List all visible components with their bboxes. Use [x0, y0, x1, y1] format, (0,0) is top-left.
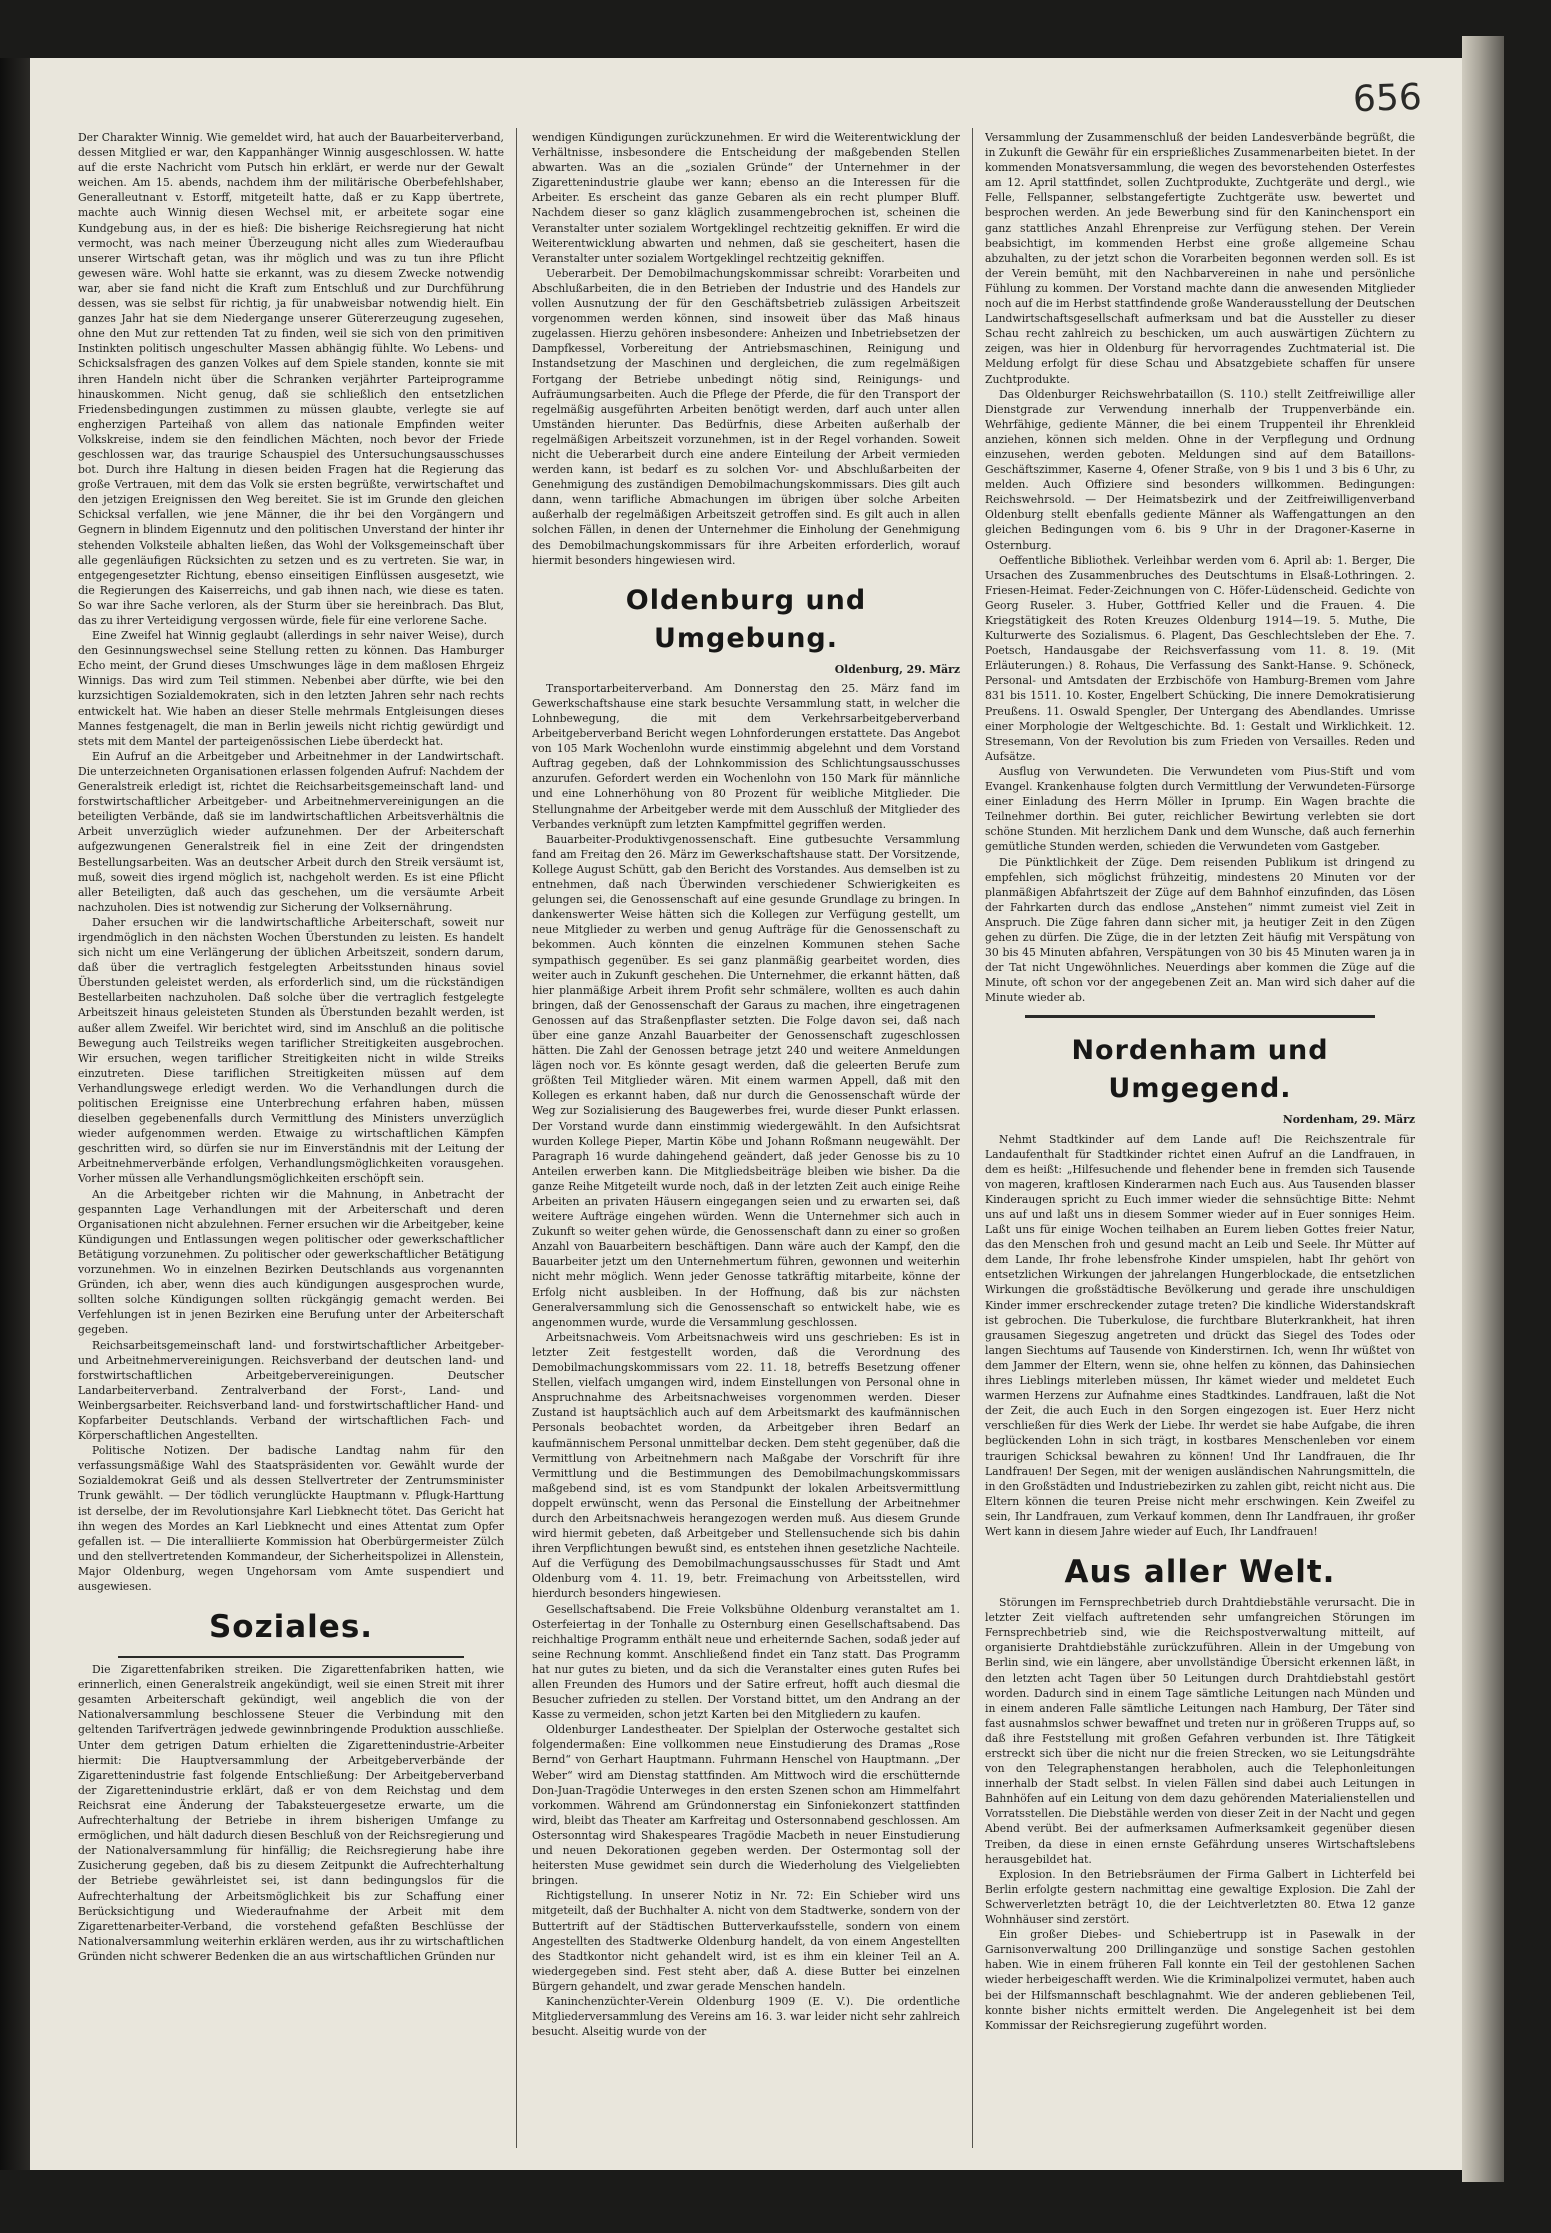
scan-left-edge	[0, 58, 30, 2170]
section-heading-nordenham: Nordenham und Umgegend.	[1071, 1035, 1329, 1105]
article-zigarettenfabriken: Die Zigarettenfabriken streiken. Die Zigarettenfabriken hatten, wie erinnerlich, einen Generalstreik angekündigt, weil sie einen Streit mit ihrer gesamten Arbeiterschaft gekündigt, weil angeblich die von der Nationalversammlung beschlossene Steuer die Verbindung mit den geltenden Tarifverträgen jedwede gewinnbringende Produktion ausschließe. Unter dem getrigen Datum erhielten die Zigarettenindustrie-Arbeiter hiermit: Die Hauptversammlung der Arbeitgeberverbände der Zigarettenindustrie fast folgende Entschließung: Der Arbeitgeberverband der Zigarettenindustrie erklärt, daß er von dem Reichstag und dem Reichsrat eine Änderung der Tabaksteuergesetze erwarte, um die Aufrechterhaltung der Betriebe in ihrem bisherigen Umfange zu ermöglichen, und hält dadurch diesen Beschluß von der Reichsregierung und der Nationalversammlung für hinfällig; die Reichsregierung habe ihre Zusicherung gegeben, daß bis zu diesem Zeitpunkt die Aufrechterhaltung der Betriebe gewährleistet sei, ist dann bedingungslos für die Aufrechterhaltung der Arbeitsmöglichkeit bis zur Schaffung einer Berücksichtigung und Wiederaufnahme der Arbeit mit dem Zigarettenarbeiter-Verband, die vorstehend gefaßten Beschlüsse der Nationalversammlung weiterhin erklären werden, aus ihr zu wirtschaftlichen Gründen nicht schwerer Bedenken die an aus wirtschaftlichen Gründen nur	[78, 1663, 504, 1963]
section-heading-oldenburg: Oldenburg und Umgebung.	[625, 584, 867, 654]
article-reichswehr: Das Oldenburger Reichswehrbataillon (S. 110.) stellt Zeitfreiwillige aller Dienstgrade zur Verwendung innerhalb der Truppenverbände ein. Wehrfähige, gediente Männer, die bei einem Truppenteil ihr Ehrenkleid anziehen, können sich melden. Ohne in der Verpflegung und Ordnung einzusehen, werden geboten. Meldungen sind auf dem Bataillons-Geschäftszimmer, Kaserne 4, Ofener Straße, von 9 bis 1 und 3 bis 6 Uhr, zu melden. Auch Offiziere sind besonders willkommen. Bedingungen: Reichswehrsold. — Der Heimatsbezirk und der Zeitfreiwilligenverband Oldenburg stellt ebenfalls gediente Männer als Waffengattungen an den gleichen Bedingungen vom 6. bis 9 Uhr in der Dragoner-Kaserne in Osternburg.	[985, 387, 1415, 552]
binder-edge	[1462, 36, 1504, 2182]
column-1	[78, 130, 504, 2140]
section-rule	[1025, 1015, 1375, 1018]
article-bauarbeiter: Bauarbeiter-Produktivgenossenschaft. Eine gutbesuchte Versammlung fand am Freitag den 26. März im Gewerkschaftshause statt. Der Vorsitzende, Kollege August Schütt, gab den Bericht des Vorstandes. Aus demselben ist zu entnehmen, daß nach Überwinden verschiedener Schwierigkeiten es gelungen sei, die Genossenschaft auf eine gesunde Grundlage zu bringen. In dankenswerter Weise hätten sich die Kollegen zur Verfügung gestellt, um neue Mitglieder zu werben und genug Aufträge für die Genossenschaft zu bekommen. Auch könnten die einzelnen Kommunen stehen Sache sympathisch gegenüber. Es sei ganz planmäßig gearbeitet worden, dies weiter auch in Zukunft geschehen. Die Unternehmer, die erkannt hätten, daß hier planmäßige Arbeit ihrem Profit sehr schmälere, wollten es auch dahin bringen, daß der Genossenschaft der Garaus zu machen, ihre eingetragenen Genossen auf das Straßenpflaster setzten. Die Folge davon sei, daß nach über eine ganze Anzahl Bauarbeiter der Genossenschaft zugeschlossen hätten. Die Zahl der Genossen betrage jetzt 240 und weitere Anmeldungen lägen noch vor. Es könnte gesagt werden, daß die geleerten Berufe zum größten Teil Mitglieder wären. Mit einem warmen Appell, daß mit den Kollegen es erkannt haben, daß nur durch die Genossenschaft würde der Weg zur Sozialisierung des Baugewerbes frei, wurde dieser Punkt erlassen. Der Vorstand wurde dann einstimmig wiedergewählt. In den Aufsichtsrat wurden Kollege Pieper, Martin Köbe und Johann Roßmann neugewählt. Der Paragraph 16 wurde dahingehend geändert, daß jeder Genosse bis zu 10 Anteilen erwerben kann. Die Mitgliedsbeiträge bleiben wie bisher. Da die ganze Reihe Mitgeteilt wurde noch, daß in der letzten Zeit auch einige Reihe Arbeiten an privaten Häusern eingegangen seien und zu erwarten sei, daß weitere Aufträge eingehen würden. Wenn die Unternehmer sich auch in Zukunft so weiter gehen würde, die Genossenschaft dann zu einer so großen Anzahl von Bauarbeitern beschäftigen. Dann wäre auch der Kampf, den die Bauarbeiter jetzt um den Unternehmertum führen, gewonnen und weiterhin nicht mehr möglich. Wenn jeder Genosse tatkräftig mitarbeite, könne der Erfolg nicht ausbleiben. In der Hoffnung, daß bis zur nächsten Generalversammlung sich die Genossenschaft so entwickelt habe, wie es angenommen wurde, wurde die Versammlung geschlossen.	[532, 832, 960, 1329]
article-aufruf: Ein Aufruf an die Arbeitgeber und Arbeitnehmer in der Landwirtschaft. Die unterzeichneten Organisationen erlassen folgenden Aufruf: Nachdem der Generalstreik erledigt ist, richtet die Reichsarbeitsgemeinschaft land- und forstwirtschaftlicher Arbeitgeber- und Arbeitnehmervereinigungen an die beteiligten Verbände, daß sie im landwirtschaftlichen Arbeitsverhältnis die Arbeit unverzüglich wieder aufzunehmen. Der der Arbeiterschaft aufgezwungenen Generalstreik fiel in eine Zeit der dringendsten Bestellungsarbeiten. Was an deutscher Arbeit durch den Streik versäumt ist, muß, soweit dies irgend möglich ist, nachgeholt werden. Es ist eine Pflicht aller Beteiligten, daß auch das geschehen, um die versäumte Arbeit nachzuholen. Dies ist notwendig zur Sicherung der Volksernährung.	[78, 749, 504, 914]
article-winnig: Der Charakter Winnig. Wie gemeldet wird, hat auch der Bauarbeiterverband, dessen Mitglied er war, den Kappanhänger Winnig ausgeschlossen. W. hatte auf die erste Nachricht vom Putsch hin erklärt, er werde nur der Gewalt weichen. Am 15. abends, nachdem ihm der militärische Oberbefehlshaber, Generalleutnant v. Estorff, mitgeteilt hatte, daß er zu Kapp übertrete, machte auch Winnig diesen Wechsel mit, er arbeitete sogar eine Kundgebung aus, in der es hieß: Die bisherige Reichsregierung hat nicht vermocht, was nach meiner Überzeugung nicht alles zum Wiederaufbau unserer Wirtschaft getan, was ihr möglich und was zu tun ihre Pflicht gewesen wäre. Wohl hatte sie erkannt, was zu diesem Zwecke notwendig war, aber sie fand nicht die Kraft zum Entschluß und zur Durchführung dessen, was sie selbst für richtig, ja für unabweisbar notwendig hielt. Ein ganzes Jahr hat sie dem Niedergange unserer Gütererzeugung zugesehen, ohne den Mut zur rettenden Tat zu finden, weil sie sich von den primitiven Instinkten politisch ungeschulter Massen abhängig fühlte. Wo Lebens- und Schicksalsfragen des ganzen Volkes auf dem Spiele standen, konnte sie mit ihren Handeln nicht über die Schranken verjährter Parteiprogramme hinauskommen. Nicht genug, daß sie schließlich den entsetzlichen Friedensbedingungen zustimmen zu müssen glaubte, verlegte sie auf engherzigen Parteihaß von allem das nationale Empfinden weiter Volkskreise, indem sie den feindlichen Mächten, noch bevor der Friede geschlossen war, das traurige Schauspiel des Untersuchungsausschusses bot. Durch ihre Haltung in diesen beiden Fragen hat die Regierung das große Vertrauen, mit dem das Volk sie ersten begrüßte, verwirtschaftet und den jetzigen Ereignissen den Weg bereitet. Sie ist im Grunde den gleichen Schicksal verfallen, wie jene Männer, die ihr bei den Vorgängern und Gegnern in blindem Eigennutz und den politischen Unverstand der hinter ihr stehenden Volksteile abhalten ließen, das Wohl der Volksgemeinschaft über alle gegenläufigen Rücksichten zu setzen und es zu vertreten. Sie war, in entgegengesetzter Richtung, ebenso einseitigen Einflüssen ausgesetzt, wie die Regierungen des Kaiserreichs, und gab ihnen nach, wie diese es taten. So war ihre Sache verloren, als der Sturm über sie hereinbrach. Das Blut, das zu ihrer Verteidigung vergossen würde, fiele für eine verlorene Sache.	[78, 131, 504, 627]
article-stadtkinder: Nehmt Stadtkinder auf dem Lande auf! Die Reichszentrale für Landaufenthalt für Stadtkinder richtet einen Aufruf an die Landfrauen, in dem es heißt: „Hilfesuchende und flehender bene in fremden sich Tausende von mageren, kraftlosen Kinderarmen nach Euch aus. Aus Tausenden blasser Kinderaugen spricht zu Euch immer wieder die sehnsüchtige Bitte: Nehmt uns auf und laßt uns in diesem Sommer wieder auf in Euer sonniges Heim. Laßt uns für einige Wochen teilhaben an Eurem lieben Gottes freier Natur, das den Menschen froh und gesund macht an Leib und Seele. Ihr Mütter auf dem Lande, Ihr frohe lebensfrohe Kinder umspielen, habt Ihr gehört von entsetzlichen Wirkungen der jahrelangen Hungerblockade, die entsetzlichen Wirkungen die großstädtische Bevölkerung und gerade ihre unschuldigen Kinder immer erschreckender zutage treten? Die kindliche Widerstandskraft ist gebrochen. Die Tuberkulose, die furchtbare Bluterkrankheit, hat ihren grausamen Siegeszug angetreten und drückt das Siegel des Todes oder langen Siechtums auf Tausende von Kinderstirnen. Ich, wenn Ihr wüßtet von dem Jammer der Eltern, wenn sie, ohne helfen zu können, das Dahinsiechen ihres Lieblings miterleben müssen, Ihr kämet wieder und meldetet Euch warmen Herzens zur Aufnahme eines Stadtkindes. Landfrauen, laßt die Not der Zeit, die auch Euch in den Sorgen eingezogen ist. Euer Herz nicht verschließen für dies Werk der Liebe. Ihr werdet sie habe Aufgabe, die ihren beglückenden Lohn in sich trägt, in kostbares Menschenleben vor einem traurigen Schicksal bewahren zu können! Und Ihr Landfrauen, die Ihr Landfrauen! Der Segen, mit der wenigen ausländischen Nahrungsmitteln, die in den Großstädten und Industriebezirken zu zahlen gibt, reicht nicht aus. Die Eltern können die teuren Preise nicht mehr erschwingen. Kein Zweifel zu sein, Ihr Landfrauen, zum Verkauf kommen, denn Ihr Landfrauen, ihr großer Wert kann in diesem Jahre wieder auf Euch, Ihr Landfrauen!	[985, 1132, 1415, 1538]
column-2	[532, 130, 960, 2140]
column-rule	[516, 128, 517, 2148]
article-richtigstellung: Richtigstellung. In unserer Notiz in Nr. 72: Ein Schieber wird uns mitgeteilt, daß der Buchhalter A. nicht von dem Stadtwerke, sondern von der Buttertrift auf der Städtischen Butterverkaufsstelle, sondern von einem Angestellten des Stadtwerke Oldenburg handelt, da von einem Angestellten des Stadtkontor nicht gehandelt wird, ist es ihm ein kleiner Teil an A. wiedergegeben sind. Fest steht aber, daß A. diese Butter bei einzelnen Bürgern gehandelt, und zwar gerade Menschen handeln.	[532, 1889, 960, 1993]
article-diebestrupp: Ein großer Diebes- und Schiebertrupp ist in Pasewalk in der Garnisonverwaltung 200 Drillinganzüge und sonstige Sachen gestohlen haben. Wie in einem früheren Fall konnte ein Teil der gestohlenen Sachen wieder herbeigeschafft werden. Wie die Kriminalpolizei vermutet, haben auch bei der Hilfsmannschaft beschlagnahmt. Wie der anderen gebliebenen Teil, konnte bisher nichts ermittelt werden. Die Angelegenheit ist bei dem Kommissar der Reichsregierung zugeführt worden.	[985, 1928, 1415, 2032]
newspaper-page	[30, 58, 1462, 2170]
dateline-nordenham: Nordenham, 29. März	[1282, 1113, 1415, 1127]
column-rule	[972, 128, 973, 2148]
article-drahtdiebstaehle: Störungen im Fernsprechbetrieb durch Drahtdiebstähle verursacht. Die in letzter Zeit vielfach auftretenden sehr umfangreichen Störungen im Fernsprechbetrieb sind, wie die Reichspostverwaltung mitteilt, auf organisierte Drahtdiebstähle zurückzuführen. Allein in der Umgebung von Berlin sind, wie ein längere, aber unvollständige Übersicht erkennen läßt, in den letzten acht Tagen über 50 Leitungen durch Drahtdiebstahl gestört worden. Dadurch sind in einem Tage sämtliche Leitungen nach Münden und in einem anderen Falle sämtliche Leitungen nach Hamburg, Der Täter sind fast ausnahmslos schwer bewaffnet und treten nur in größeren Trupps auf, so daß ihre Feststellung mit großen Gefahren verbunden ist. Ihre Tätigkeit erstreckt sich über die nicht nur die freien Strecken, wo sie Leitungsdrähte von den Telegraphenstangen herabholen, auch die Telephonleitungen innerhalb der Stadt selbst. In vielen Fällen sind dabei auch Leitungen in Bahnhöfen auf ein Leitung von dem dazu gehörenden Materialienstellen und Vorratsstellen. Die Diebstähle werden von dieser Zeit in der Nacht und gegen Abend verübt. Bei der aufmerksamen Aufmerksamkeit gegenüber diesen Treiben, da diese in einen ernste Gefährdung unseres Wirtschaftslebens herausgebildet hat.	[985, 1596, 1415, 1866]
article-transportarbeiter: Transportarbeiterverband. Am Donnerstag den 25. März fand im Gewerkschaftshause eine stark besuchte Versammlung statt, in welcher die Lohnbewegung, die mit dem Verkehrsarbeitgeberverband Arbeitgeberverband Bericht wegen Lohnforderungen erstattete. Das Angebot von 105 Mark Wochenlohn wurde einstimmig abgelehnt und dem Vorstand Auftrag gegeben, daß der Lohnkommission des Schlichtungsausschusses anzurufen. Gefordert werden ein Wochenlohn von 150 Mark für männliche und eine Lohnerhöhung von 80 Prozent für weibliche Mitglieder. Die Stellungnahme der Arbeitgeber werde mit dem Ausschluß der Mitglieder des Verbandes verknüpft zum letzten Kampfmittel gegriffen werden.	[532, 681, 960, 831]
article-puenktlichkeit: Die Pünktlichkeit der Züge. Dem reisenden Publikum ist dringend zu empfehlen, sich möglichst frühzeitig, mindestens 20 Minuten vor der planmäßigen Abfahrtszeit der Züge auf dem Bahnhof einzufinden, das Lösen der Fahrkarten durch das endlose „Anstehen“ nimmt zumeist viel Zeit in Anspruch. Die Züge fahren dann sicher mit, ja heutiger Zeit in den Zügen gehen zu dürfen. Die Züge, die in der letzten Zeit häufig mit Verspätung von 30 bis 45 Minuten abfahren, Verspätungen von 30 bis 45 Minuten waren ja in der Tat nicht Ungewöhnliches. Neuerdings aber kommen die Züge auf die Minute, oft schon vor der angegebenen Zeit an. Man wird sich daher auf die Minute wieder ab.	[985, 855, 1415, 1005]
column-3	[985, 130, 1415, 2140]
article-aufruf-cont: Daher ersuchen wir die landwirtschaftliche Arbeiterschaft, soweit nur irgendmöglich in den nächsten Wochen Überstunden zu leisten. Es handelt sich nicht um eine Verlängerung der üblichen Arbeitszeit, sondern darum, daß über die vertraglich festgelegten Arbeitsstunden hinaus soviel Überstunden geleistet werden, als erforderlich sind, um die rückständigen Bestellarbeiten nachzuholen. Daß solche über die vertraglich festgelegte Arbeitszeit hinaus geleisteten Stunden als Überstunden bezahlt werden, ist außer allem Zweifel. Wir berichtet wird, sind im Anschluß an die politische Bewegung auch Teilstreiks wegen tariflicher Streitigkeiten ausgebrochen. Wir ersuchen, wegen tariflicher Streitigkeiten nicht in wilde Streiks einzutreten. Diese tariflichen Streitigkeiten müssen auf dem Verhandlungswege erledigt werden. Wo die Verhandlungen durch die politischen Ereignisse eine Unterbrechung erfahren haben, müssen dieselben gegebenenfalls durch Vermittlung des Ministers unverzüglich wieder aufgenommen werden. Etwaige zu wirtschaftlichen Kämpfen geschritten wird, so dürfen sie nur im Einverständnis mit der Leitung der Arbeitnehmerverbände erfolgen, Verhandlungsmöglichkeiten vorausgehen. Vorher müssen alle Verhandlungsmöglichkeiten erschöpft sein.	[78, 915, 504, 1186]
article-explosion: Explosion. In den Betriebsräumen der Firma Galbert in Lichterfeld bei Berlin erfolgte gestern nachmittag eine gewaltige Explosion. Die Zahl der Schwerverletzten beträgt 10, die der Leichtverletzten 80. Etwa 12 ganze Wohnhäuser sind zerstört.	[985, 1867, 1415, 1927]
article-verwundete: Ausflug von Verwundeten. Die Verwundeten vom Pius-Stift und vom Evangel. Krankenhause folgten durch Vermittlung der Verwundeten-Fürsorge einer Einladung des Herrn Möller in Iprump. Ein Wagen brachte die Teilnehmer dorthin. Bei guter, reichlicher Bewirtung verlebten sie dort schöne Stunden. Mit herzlichem Dank und dem Wunsche, daß auch fernerhin gemütliche Stunden werden, schieden die Verwundeten vom Gastgeber.	[985, 764, 1415, 854]
article-kaninchen-cont: Versammlung der Zusammenschluß der beiden Landesverbände begrüßt, die in Zukunft die Gewähr für ein ersprießliches Zusammenarbeiten bietet. In der kommenden Monatsversammlung, die wegen des bevorstehenden Osterfestes am 12. April stattfindet, sollen Zuchtprodukte, Zuchtgeräte und dergl., wie Felle, Fellspanner, selbstangefertigte Zuchtgeräte usw. bewertet und besprochen werden. An jede Bewerbung sind für den Kaninchensport ein ganz stattliches Anzahl Ehrenpreise zur Verfügung stehen. Der Verein beabsichtigt, im kommenden Herbst eine große allgemeine Schau abzuhalten, zu der jetzt schon die Vorarbeiten begonnen werden soll. Es ist der Verein bemüht, mit den Nachbarvereinen in nahe und persönliche Fühlung zu kommen. Der Vorstand machte dann die anwesenden Mitglieder noch auf die im Herbst stattfindende große Wanderausstellung der Deutschen Landwirtschaftsgesellschaft aufmerksam und bat die Aussteller zu dieser Schau recht zahlreich zu beschicken, um auch auswärtigen Züchtern zu zeigen, was hier in Oldenburg für hervorragendes Zuchtmaterial ist. Die Meldung erfolgt für diese Schau und Absatzgebiete schaffen für unsere Zuchtprodukte.	[985, 131, 1415, 386]
article-landestheater: Oldenburger Landestheater. Der Spielplan der Osterwoche gestaltet sich folgendermaßen: Eine vollkommen neue Einstudierung des Dramas „Rose Bernd“ von Gerhart Hauptmann. Fuhrmann Henschel von Hauptmann. „Der Weber“ wird am Dienstag stattfinden. Am Mittwoch wird die erschütternde Don-Juan-Tragödie Unterweges in den ersten Szenen schon am Himmelfahrt vorkommen. Während am Gründonnerstag ein Sinfoniekonzert stattfinden wird, bleibt das Theater am Karfreitag und Ostersonnabend geschlossen. Am Ostersonntag wird Shakespeares Tragödie Macbeth in neuer Einstudierung und neuen Dekorationen gegeben werden. Der Ostermontag soll der heitersten Muse gewidmet sein durch die Wiederholung des Vielgeliebten bringen.	[532, 1723, 960, 1888]
article-kaninchenzuechter: Kaninchenzüchter-Verein Oldenburg 1909 (E. V.). Die ordentliche Mitgliederversammlung des Vereins am 16. 3. war leider nicht sehr zahlreich besucht. Alseitig wurde von der	[532, 1994, 960, 2039]
article-gesellschaftsabend: Gesellschaftsabend. Die Freie Volksbühne Oldenburg veranstaltet am 1. Osterfeiertag in der Tonhalle zu Osternburg einen Gesellschaftsabend. Das reichhaltige Programm enthält neue und erheiternde Sachen, sodaß jeder auf seine Rechnung kommt. Anschließend findet ein Tanz statt. Das Programm hat nur gutes zu bieten, und da sich die Veranstalter eines guten Rufes bei allen Freunden des Humors und der Satire erfreut, hofft auch diesmal die Besucher zufrieden zu stellen. Der Vorstand bittet, um den Andrang an der Kasse zu vermeiden, schon jetzt Karten bei den Mitgliedern zu kaufen.	[532, 1602, 960, 1722]
article-signatories: Reichsarbeitsgemeinschaft land- und forstwirtschaftlicher Arbeitgeber- und Arbeitnehmervereinigungen. Reichsverband der deutschen land- und forstwirtschaftlichen Arbeitgebervereinigungen. Deutscher Landarbeiterverband. Zentralverband der Forst-, Land- und Weinbergsarbeiter. Reichsverband land- und forstwirtschaftlicher Hand- und Kopfarbeiter Deutschlands. Verband der wirtschaftlichen Fach- und Körperschaftlichen Angestellten.	[78, 1338, 504, 1443]
article-politische-notizen: Politische Notizen. Der badische Landtag nahm für den verfassungsmäßige Wahl des Staatspräsidenten vor. Gewählt wurde der Sozialdemokrat Geiß und als dessen Stellvertreter der Zentrumsminister Trunk gewählt. — Der tödlich verunglückte Hauptmann v. Pflugk-Harttung ist derselbe, der im Revolutionsjahre Karl Liebknecht tötet. Das Gericht hat ihn wegen des Mordes an Karl Liebknecht und eines Attentat zum Opfer gefallen ist. — Die interalliierte Kommission hat Oberbürgermeister Zülch und den stellvertretenden Kommandeur, der Sicherheitspolizei in Allenstein, Major Oldenburg, wegen Ungehorsam vom Amte suspendiert und ausgewiesen.	[78, 1444, 504, 1593]
article-kuendigungen-cont: wendigen Kündigungen zurückzunehmen. Er wird die Weiterentwicklung der Verhältnisse, insbesondere die Entscheidung der maßgebenden Stellen abwarten. Was an die „sozialen Gründe“ der Unternehmer in der Zigarettenindustrie glaube wer kann; ebenso an die Interessen für die Arbeiter. Es erscheint das ganze Gebaren als ein recht plumper Bluff. Nachdem dieser so ganz kläglich zusammengebrochen ist, scheinen die Veranstalter unter sozialem Wortgeklingel rechtzeitig gekniffen. Er wird die Weiterentwicklung abwarten und nehmen, daß sie gescheitert, hasen die Veranstalter unter sozialem Wortgeklingel rechtzeitig gekniffen.	[532, 131, 960, 265]
article-bibliothek: Oeffentliche Bibliothek. Verleihbar werden vom 6. April ab: 1. Berger, Die Ursachen des Zusammenbruches des Deutschtums in Elsaß-Lothringen. 2. Friesen-Heimat. Feder-Zeichnungen von C. Höfer-Lüdenscheid. Gedichte von Georg Ruseler. 3. Huber, Gottfried Keller und die Frauen. 4. Die Kriegstätigkeit des Roten Kreuzes Oldenburg 1914—19. 5. Muthe, Die Kulturwerte des Sozialismus. 6. Plagent, Das Geschlechtsleben der Ehe. 7. Poetsch, Handausgabe der Reichsverfassung vom 11. 8. 19. (Mit Erläuterungen.) 8. Rohaus, Die Verfassung des Sankt-Hanse. 9. Schöneck, Personal- und Amtsdaten der Erzbischöfe von Hamburg-Bremen vom Jahre 831 bis 1511. 10. Koster, Engelbert Schücking, Die innere Demokratisierung Preußens. 11. Oswald Spengler, Der Untergang des Abendlandes. Umrisse einer Morphologie der Weltgeschichte. Bd. 1: Gestalt und Wirklichkeit. 12. Stresemann, Von der Revolution bis zum Frieden von Versailles. Reden und Aufsätze.	[985, 553, 1415, 763]
section-heading-aus-aller-welt: Aus aller Welt.	[1064, 1554, 1336, 1591]
section-heading-soziales: Soziales.	[208, 1609, 374, 1646]
page-number: 656	[1352, 76, 1423, 121]
article-arbeitsnachweis: Arbeitsnachweis. Vom Arbeitsnachweis wird uns geschrieben: Es ist in letzter Zeit festgestellt worden, daß die Verordnung des Demobilmachungskommissars vom 22. 11. 18, betreffs Besetzung offener Stellen, vielfach umgangen wird, indem Einstellungen von Personal ohne in Anspruchnahme des Arbeitsnachweises vorgenommen werden. Dieser Zustand ist hauptsächlich auch auf dem Arbeitsmarkt des kaufmännischen Personals beobachtet worden, da Arbeitgeber ihren Bedarf an kaufmännischem Personal unmittelbar decken. Dem steht gegenüber, daß die Vermittlung von Arbeitnehmern nach Maßgabe der Vorschrift für ihre Vermittlung und die Bestimmungen des Demobilmachungskommissars maßgebend sind, ist es vom Standpunkt der lokalen Arbeitsvermittlung doppelt erwünscht, wenn das Personal die Einstellung der Arbeitnehmer durch den Arbeitsnachweis herangezogen werden muß. Aus diesem Grunde wird hiermit gebeten, daß Arbeitgeber und Stellensuchende sich bis dahin ihren Verpflichtungen bewußt sind, es entstehen ihnen gesetzliche Nachteile. Auf die Verfügung des Demobilmachungsausschusses für Stadt und Amt Oldenburg vom 4. 11. 19, betr. Freimachung von Arbeitsstellen, wird hierdurch besonders hingewiesen.	[532, 1330, 960, 1601]
article-ueberarbeit: Ueberarbeit. Der Demobilmachungskommissar schreibt: Vorarbeiten und Abschlußarbeiten, die in den Betrieben der Industrie und des Handels zur vollen Ausnutzung der für den Geschäftsbetrieb zulässigen Arbeitszeit vorgenommen werden können, sind insoweit über das Maß hinaus zugelassen. Hierzu gehören insbesondere: Anheizen und Inbetriebsetzen der Dampfkessel, Vorbereitung der Antriebsmaschinen, Reinigung und Instandsetzung der Maschinen und dergleichen, die zum regelmäßigen Fortgang der Betriebe unbedingt nötig sind, Reinigungs- und Aufräumungsarbeiten. Auch die Pflege der Pferde, die für den Transport der regelmäßig ausgeführten Arbeiten benötigt werden, darf auch unter allen Umständen hierunter. Das Bedürfnis, diese Arbeiten außerhalb der regelmäßigen Arbeitszeit vorzunehmen, ist in der Regel vorhanden. Soweit nicht die Ueberarbeit durch eine andere Einteilung der Arbeit vermieden werden kann, ist bedarf es zu solchen Vor- und Abschlußarbeiten der Genehmigung des zuständigen Demobilmachungskommissars. Dies gilt auch dann, wenn tarifliche Abmachungen im übrigen über solche Arbeiten außerhalb der regelmäßigen Arbeitszeit getroffen sind. Es gilt auch in allen solchen Fällen, in denen der Unternehmer die Einholung der Genehmigung des Demobilmachungskommissars für ihre Arbeiten erforderlich, worauf hiermit besonders hingewiesen wird.	[532, 266, 960, 567]
article-aufruf-cont2: An die Arbeitgeber richten wir die Mahnung, in Anbetracht der gespannten Lage Verhandlungen mit der Arbeiterschaft und deren Organisationen nicht abzulehnen. Ferner ersuchen wir die Arbeitgeber, keine Kündigungen und Entlassungen wegen politischer oder gewerkschaftlicher Betätigung vorzunehmen. Zu politischer oder gewerkschaftlicher Betätigung vorzunehmen. Wo in einzelnen Bezirken Deutschlands aus vorgenannten Gründen, ich aber, wenn dies auch kündigungen ausgesprochen wurde, sollten solche Kündigungen sollten rückgängig gemacht werden. Bei Verfehlungen ist in jenen Bezirken eine Berufung unter der Arbeiterschaft gegeben.	[78, 1187, 504, 1337]
heading-rule	[118, 1656, 464, 1658]
article-winnig-cont: Eine Zweifel hat Winnig geglaubt (allerdings in sehr naiver Weise), durch den Gesinnungswechsel seine Stellung retten zu können. Das Hamburger Echo meint, der Grund dieses Umschwunges läge in dem maßlosen Ehrgeiz Winnigs. Das wird zum Teil stimmen. Nebenbei aber dürfte, wie bei den kurzsichtigen Sozialdemokraten, sich in den letzten Jahren sehr nach rechts entwickelt hat. Wie haben an dieser Stelle mehrmals Entgleisungen dieses Mannes festgenagelt, die man in Berlin jeweils nicht richtig gewürdigt und stets mit dem Mantel der parteigenössischen Liebe überdeckt hat.	[78, 629, 504, 748]
dateline-oldenburg: Oldenburg, 29. März	[834, 662, 960, 676]
